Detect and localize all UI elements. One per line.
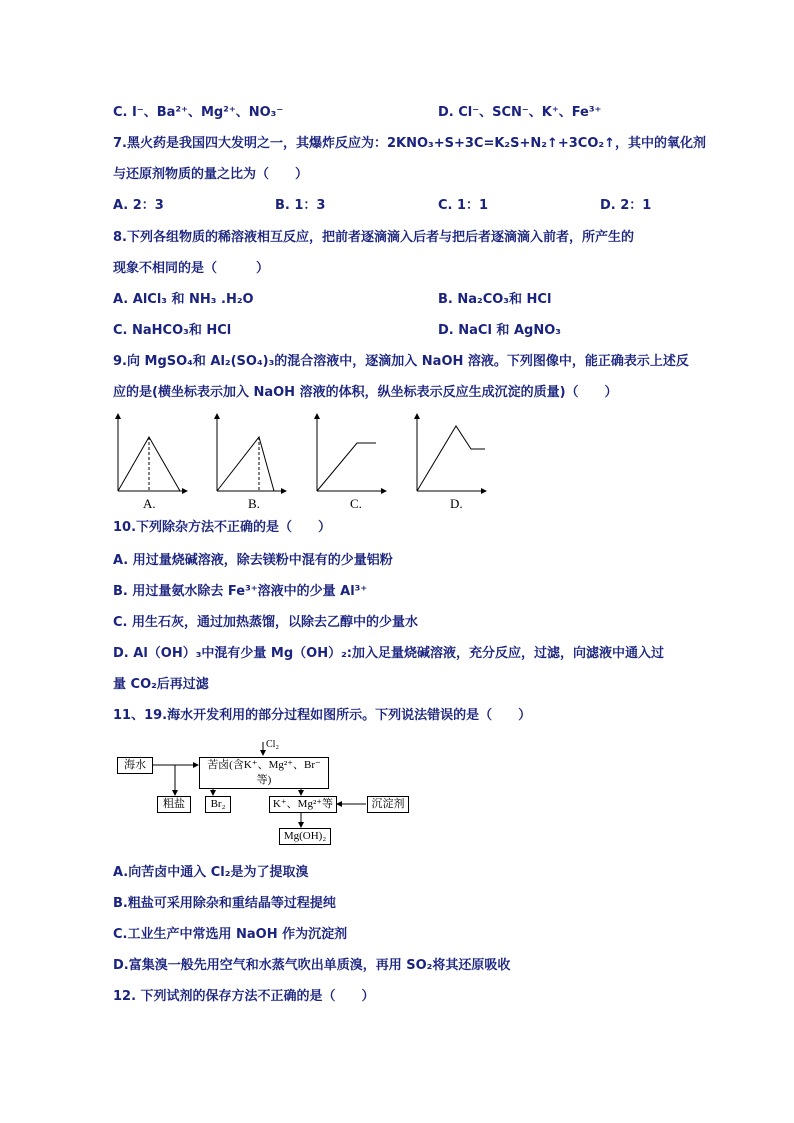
graph-c-curve: [317, 443, 376, 491]
q8-option-a: A. AlCl₃ 和 NH₃ .H₂O: [113, 292, 254, 307]
bittern-box: 苦卤(含K⁺、Mg²⁺、Br⁻等): [199, 757, 329, 789]
graph-a-label: A.: [143, 496, 156, 511]
crude-salt-box: 粗盐: [157, 796, 191, 813]
graph-b: [212, 413, 287, 495]
q10-option-d-line1: D. Al（OH）₃中混有少量 Mg（OH）₂:加入足量烧碱溶液，充分反应，过滤，向滤液中通入过: [113, 646, 664, 661]
q6-option-c: C. I⁻、Ba²⁺、Mg²⁺、NO₃⁻: [113, 105, 284, 120]
mgoh2-box: Mg(OH)₂: [279, 828, 331, 845]
q7-option-c: C. 1：1: [438, 198, 489, 213]
q10-stem: 10.下列除杂方法不正确的是（ ）: [113, 520, 332, 535]
q7-option-d: D. 2：1: [600, 198, 652, 213]
q11-option-b: B.粗盐可采用除杂和重结晶等过程提纯: [113, 896, 336, 911]
q8-option-b: B. Na₂CO₃和 HCl: [438, 292, 552, 307]
precipitant-box: 沉淀剂: [367, 796, 409, 813]
q8-stem-line1: 8.下列各组物质的稀溶液相互反应，把前者逐滴滴入后者与把后者逐滴滴入前者，所产生的: [113, 230, 634, 245]
q9-stem-line1: 9.向 MgSO₄和 Al₂(SO₄)₃的混合溶液中，逐滴加入 NaOH 溶液。下列图像中，能正确表示上述反: [113, 354, 689, 369]
graph-c-label: C.: [350, 496, 362, 511]
graph-d: [412, 413, 487, 495]
q10-option-a: A. 用过量烧碱溶液，除去镁粉中混有的少量铝粉: [113, 553, 393, 568]
seawater-box: 海水: [117, 757, 153, 774]
q11-stem: 11、19.海水开发利用的部分过程如图所示。下列说法错误的是（ ）: [113, 708, 532, 723]
graph-b-curve: [217, 437, 274, 491]
q8-stem-line2: 现象不相同的是（ ）: [113, 261, 270, 276]
q10-option-c: C. 用生石灰，通过加热蒸馏，以除去乙醇中的少量水: [113, 615, 419, 630]
q8-option-d: D. NaCl 和 AgNO₃: [438, 323, 561, 338]
q11-option-c: C.工业生产中常选用 NaOH 作为沉淀剂: [113, 927, 348, 942]
graph-c: [312, 413, 387, 495]
q9-stem-line2: 应的是(横坐标表示加入 NaOH 溶液的体积，纵坐标表示反应生成沉淀的质量)（ ）: [113, 385, 618, 400]
q8-option-c: C. NaHCO₃和 HCl: [113, 323, 232, 338]
cl2-label: Cl₂: [266, 739, 279, 750]
seawater-flow-diagram: [113, 737, 433, 847]
q11-option-d: D.富集溴一般先用空气和水蒸气吹出单质溴，再用 SO₂将其还原吸收: [113, 958, 511, 973]
q7-option-b: B. 1：3: [275, 198, 326, 213]
graph-b-label: B.: [248, 496, 260, 511]
q11-option-a: A.向苦卤中通入 Cl₂是为了提取溴: [113, 865, 309, 880]
q7-stem-line1: 7.黑火药是我国四大发明之一，其爆炸反应为：2KNO₃+S+3C=K₂S+N₂↑+3CO₂↑，其中的氧化剂: [113, 136, 706, 151]
q7-stem-line2: 与还原剂物质的量之比为（ ）: [113, 167, 309, 182]
graph-d-label: D.: [450, 496, 463, 511]
q7-option-a: A. 2：3: [113, 198, 164, 213]
br2-box: Br₂: [205, 796, 231, 813]
q12-stem: 12. 下列试剂的保存方法不正确的是（ ）: [113, 989, 375, 1004]
graph-d-curve: [417, 426, 485, 491]
q10-option-b: B. 用过量氨水除去 Fe³⁺溶液中的少量 Al³⁺: [113, 584, 368, 599]
graph-a: [113, 413, 188, 495]
q6-option-d: D. Cl⁻、SCN⁻、K⁺、Fe³⁺: [438, 105, 602, 120]
k-mg-box: K⁺、Mg²⁺等: [269, 796, 337, 813]
q10-option-d-line2: 量 CO₂后再过滤: [113, 677, 209, 692]
